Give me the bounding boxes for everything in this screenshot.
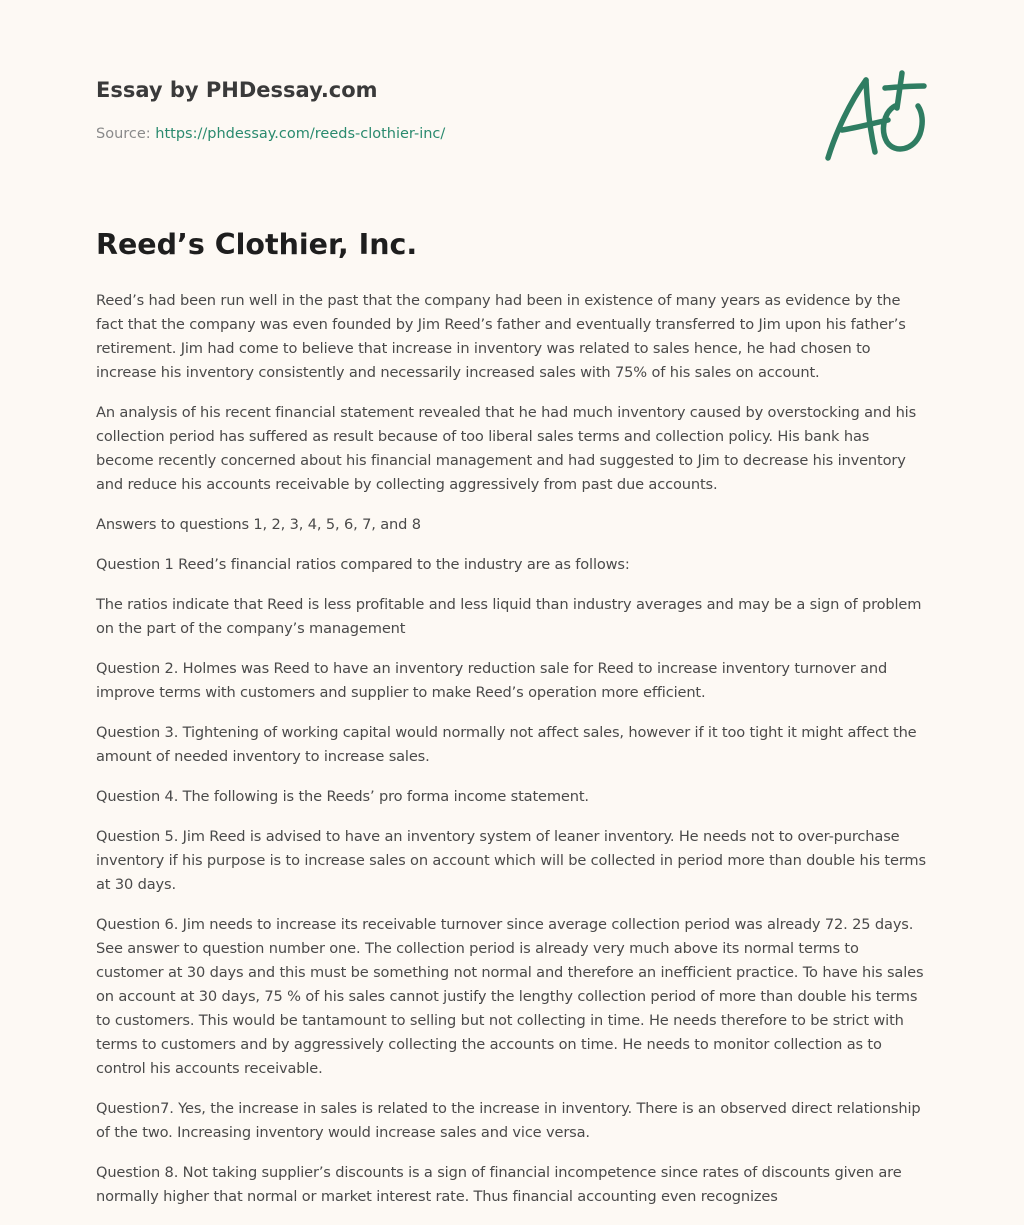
source-link[interactable]: https://phdessay.com/reeds-clothier-inc/ [155, 126, 446, 142]
paragraph-1: Reed’s had been run well in the past that the company had been in existence of many years as evidence by the fact that the company was even founded by Jim Reed’s father and eventually transferred to Jim upon his father’s retirement. Jim had come to believe that increase in inventory was related to sales hence, he had chosen to increase his inventory consistently and necessarily increased sales with 75% of his sales on account. [96, 292, 906, 381]
paragraph-4: Question 1 Reed’s financial ratios compared to the industry are as follows: [96, 556, 630, 573]
source-label: Source: [96, 126, 156, 142]
paragraph-2: An analysis of his recent financial statement revealed that he had much inventory caused by overstocking and his collection period has suffered as result because of too liberal sales terms and collection policy. His bank has become recently concerned about his financial management and had suggested to Jim to decrease his inventory and reduce his accounts receivable by collecting aggressively from past due accounts. [96, 404, 917, 493]
paragraph-8: Question 4. The following is the Reeds’ pro forma income statement. [96, 788, 589, 805]
site-brand: Essay by PHDessay.com [96, 78, 378, 102]
paragraph-5: The ratios indicate that Reed is less profitable and less liquid than industry averages and may be a sign of problem on the part of the company’s management [96, 596, 922, 637]
page-header [96, 76, 796, 144]
paragraph-11: Question7. Yes, the increase in sales is related to the increase in inventory. There is an observed direct relationship of the two. Increasing inventory would increase sales and vice versa. [96, 1100, 921, 1141]
paragraph-3: Answers to questions 1, 2, 3, 4, 5, 6, 7, and 8 [96, 516, 421, 533]
essay-title: Reed’s Clothier, Inc. [96, 228, 418, 261]
paragraph-10: Question 6. Jim needs to increase its receivable turnover since average collection period was already 72. 25 days. See answer to question number one. The collection period is already very much above its normal terms to customer at 30 days and this must be something not normal and therefore an inefficient practice. To have his sales on account at 30 days, 75 % of his sales cannot justify the lengthy collection period of more than double his terms to customers. This would be tantamount to selling but not collecting in time. He needs therefore to be strict with terms to customers and by aggressively collecting the accounts on time. He needs to monitor collection as to control his accounts receivable. [96, 916, 924, 1077]
a-plus-grade-icon [822, 68, 928, 164]
essay-article [96, 226, 930, 1225]
paragraph-6: Question 2. Holmes was Reed to have an inventory reduction sale for Reed to increase inventory turnover and improve terms with customers and supplier to make Reed’s operation more efficient. [96, 660, 888, 701]
paragraph-12: Question 8. Not taking supplier’s discounts is a sign of financial incompetence since rates of discounts given are normally higher that normal or market interest rate. Thus financial accounting even recognizes [96, 1164, 902, 1205]
paragraph-9: Question 5. Jim Reed is advised to have an inventory system of leaner inventory. He needs not to over-purchase inventory if his purpose is to increase sales on account which will be collected in period more than double his terms at 30 days. [96, 828, 926, 893]
source-line [96, 124, 796, 144]
paragraph-7: Question 3. Tightening of working capital would normally not affect sales, however if it too tight it might affect the amount of needed inventory to increase sales. [96, 724, 917, 765]
